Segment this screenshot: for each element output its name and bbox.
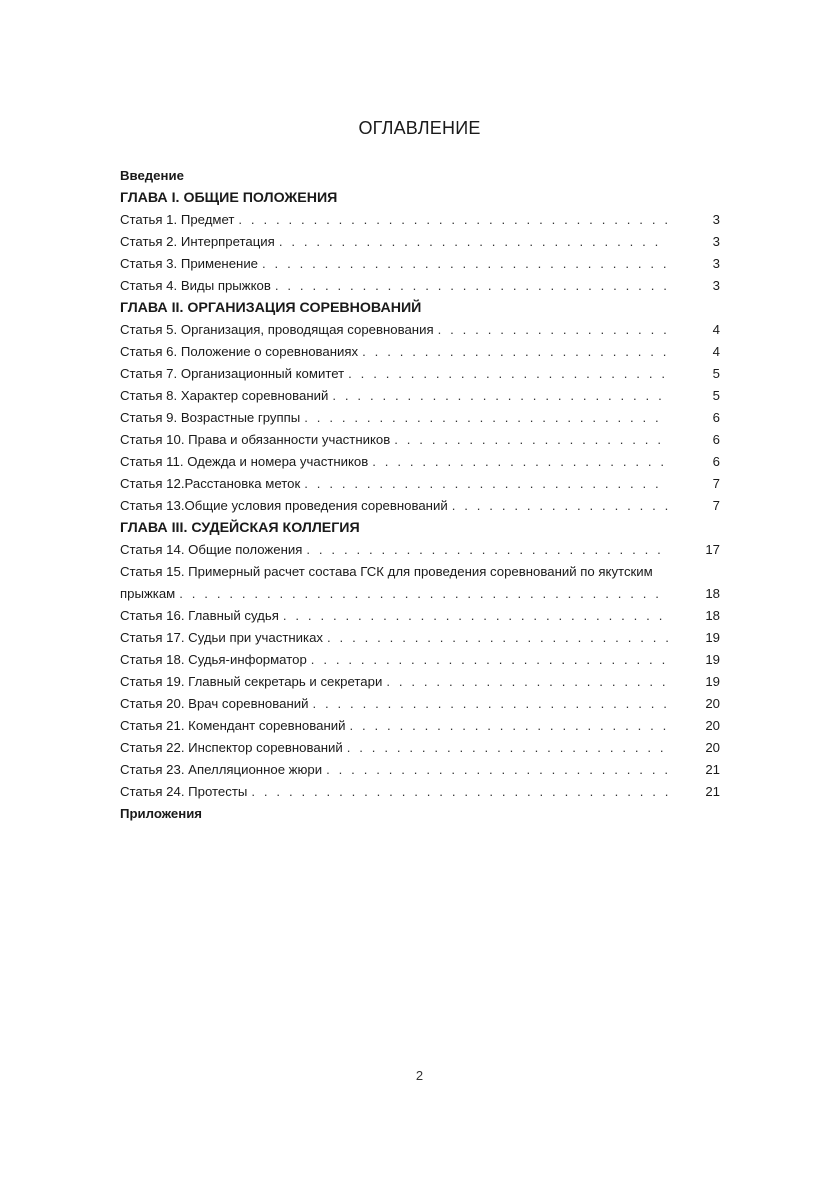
dot-leader: . . . . . . . . . . . . . . . . . . . . . . . . . . . . . — [306, 542, 664, 557]
toc-entry[interactable] — [120, 275, 720, 297]
toc-entry[interactable] — [120, 231, 720, 253]
dot-leader: . . . . . . . . . . . . . . . . . . . . . . . . . . — [349, 718, 669, 733]
dot-leader: . . . . . . . . . . . . . . . . . . . . . . . . . . . . . — [312, 696, 670, 711]
toc-entry[interactable] — [120, 319, 720, 341]
toc-entry-label: Статья 6. Положение о соревнованиях — [120, 344, 359, 359]
dot-leader: . . . . . . . . . . . . . . . . . . . . . . . . . . . . . . . . . . — [251, 784, 672, 799]
dot-leader: . . . . . . . . . . . . . . . . . . . . . . . . . . . . . — [304, 476, 662, 491]
toc-entry[interactable] — [120, 605, 720, 627]
toc-entry-label: Статья 15. Примерный расчет состава ГСК для проведения соревнований по якутским — [120, 564, 653, 579]
dot-leader: . . . . . . . . . . . . . . . . . . . . . . . . — [372, 454, 667, 469]
toc-entry-label: Статья 18. Судья-информатор — [120, 652, 307, 667]
toc-page-number: 3 — [712, 212, 720, 227]
toc-page-number: 20 — [705, 696, 720, 711]
toc-entry[interactable] — [120, 759, 720, 781]
toc-page-number: 4 — [712, 322, 720, 337]
dot-leader: . . . . . . . . . . . . . . . . . . . . . . . . . . . . — [327, 630, 672, 645]
toc-entry-label: Приложения — [120, 806, 203, 821]
toc-page-number: 5 — [712, 366, 720, 381]
toc-page-number: 18 — [705, 586, 720, 601]
toc-entry-label: ГЛАВА III. СУДЕЙСКАЯ КОЛЛЕГИЯ — [120, 520, 360, 536]
toc-page-number: 17 — [705, 542, 720, 557]
toc-chapter[interactable] — [120, 297, 720, 319]
toc-entry[interactable] — [120, 649, 720, 671]
dot-leader: . . . . . . . . . . . . . . . . . . . . . . . . . . . . . . . — [278, 234, 661, 249]
toc-entry-label: ГЛАВА II. ОРГАНИЗАЦИЯ СОРЕВНОВАНИЙ — [120, 300, 422, 316]
dot-leader: . . . . . . . . . . . . . . . . . . . . . . . . . . . . . — [310, 652, 668, 667]
toc-page-number: 6 — [712, 432, 720, 447]
toc-entry[interactable] — [120, 781, 720, 803]
toc-page-number: 6 — [712, 410, 720, 425]
toc-page-number: 19 — [705, 630, 720, 645]
toc-page-number: 18 — [705, 608, 720, 623]
toc-entry-label: Статья 22. Инспектор соревнований — [120, 740, 343, 755]
toc-entry[interactable] — [120, 671, 720, 693]
toc-page-number: 6 — [712, 454, 720, 469]
toc-page-number: 3 — [712, 256, 720, 271]
toc-entry-label: прыжкам — [120, 586, 176, 601]
toc-entry[interactable] — [120, 539, 720, 561]
toc-entry-label: Статья 14. Общие положения — [120, 542, 303, 557]
toc-page-number: 19 — [705, 652, 720, 667]
toc-page-number: 3 — [712, 234, 720, 249]
toc-entry-label: Статья 16. Главный судья — [120, 608, 279, 623]
toc-entry[interactable] — [120, 341, 720, 363]
toc-entry-label: ГЛАВА I. ОБЩИЕ ПОЛОЖЕНИЯ — [120, 190, 338, 206]
dot-leader: . . . . . . . . . . . . . . . . . . . . . . . . . . . . . — [304, 410, 662, 425]
dot-leader: . . . . . . . . . . . . . . . . . . . . . . . . . . . . . . . . — [274, 278, 670, 293]
dot-leader: . . . . . . . . . . . . . . . . . . . . . . . . . . . . . . . . . . . — [238, 212, 671, 227]
dot-leader: . . . . . . . . . . . . . . . . . . . . . . . . . — [362, 344, 670, 359]
table-of-contents — [120, 165, 720, 825]
toc-entry[interactable] — [120, 363, 720, 385]
dot-leader: . . . . . . . . . . . . . . . . . . . . . . . . . . . . — [326, 762, 671, 777]
toc-entry[interactable] — [120, 451, 720, 473]
toc-entry[interactable] — [120, 693, 720, 715]
toc-page-number: 4 — [712, 344, 720, 359]
toc-entry-label: Статья 17. Судьи при участниках — [120, 630, 324, 645]
toc-entry-label: Статья 11. Одежда и номера участников — [120, 454, 369, 469]
toc-entry[interactable] — [120, 583, 720, 605]
page-number: 2 — [415, 1068, 424, 1083]
dot-leader: . . . . . . . . . . . . . . . . . . . . . . . . . . — [348, 366, 668, 381]
toc-entry-label: Статья 3. Применение — [120, 256, 259, 271]
toc-page-number: 20 — [705, 718, 720, 733]
toc-page-number: 21 — [705, 784, 720, 799]
toc-chapter[interactable] — [120, 187, 720, 209]
toc-entry[interactable] — [120, 253, 720, 275]
dot-leader: . . . . . . . . . . . . . . . . . . . . . . . . . . . . . . . . . . . . . . . — [179, 586, 662, 601]
toc-entry[interactable] — [120, 473, 720, 495]
dot-leader: . . . . . . . . . . . . . . . . . . . . . . . . . . . . . . . — [282, 608, 665, 623]
toc-entry[interactable] — [120, 627, 720, 649]
toc-page-number: 19 — [705, 674, 720, 689]
toc-page-number: 5 — [712, 388, 720, 403]
toc-entry[interactable] — [120, 429, 720, 451]
dot-leader: . . . . . . . . . . . . . . . . . . . . . . . — [386, 674, 669, 689]
toc-entry-label: Статья 4. Виды прыжков — [120, 278, 271, 293]
toc-entry-label: Статья 24. Протесты — [120, 784, 248, 799]
dot-leader: . . . . . . . . . . . . . . . . . . — [451, 498, 671, 513]
toc-entry[interactable] — [120, 495, 720, 517]
toc-chapter[interactable] — [120, 517, 720, 539]
toc-entry-label: Статья 8. Характер соревнований — [120, 388, 329, 403]
dot-leader: . . . . . . . . . . . . . . . . . . . . . . . . . . — [346, 740, 667, 755]
toc-entry-label: Статья 5. Организация, проводящая соревнования — [120, 322, 434, 337]
toc-page-number: 3 — [712, 278, 720, 293]
toc-entry-label: Статья 21. Комендант соревнований — [120, 718, 346, 733]
toc-entry-label: Статья 9. Возрастные группы — [120, 410, 301, 425]
toc-page-number: 21 — [705, 762, 720, 777]
toc-page-number: 20 — [705, 740, 720, 755]
toc-entry-label: Статья 20. Врач соревнований — [120, 696, 309, 711]
toc-entry[interactable] — [120, 715, 720, 737]
dot-leader: . . . . . . . . . . . . . . . . . . . — [437, 322, 670, 337]
toc-entry-label: Статья 1. Предмет — [120, 212, 235, 227]
dot-leader: . . . . . . . . . . . . . . . . . . . . . . . . . . . . . . . . . — [262, 256, 670, 271]
toc-entry-label: Статья 23. Апелляционное жюри — [120, 762, 323, 777]
toc-entry[interactable] — [120, 407, 720, 429]
toc-entry[interactable] — [120, 385, 720, 407]
toc-entry[interactable] — [120, 209, 720, 231]
toc-entry[interactable] — [120, 561, 720, 583]
toc-entry-label: Введение — [120, 168, 184, 183]
toc-entry-label: Статья 13.Общие условия проведения соревнований — [120, 498, 448, 513]
toc-page-number: 7 — [712, 476, 720, 491]
toc-entry-label: Статья 2. Интерпретация — [120, 234, 275, 249]
dot-leader: . . . . . . . . . . . . . . . . . . . . . . . . . . . — [332, 388, 665, 403]
toc-section[interactable] — [120, 803, 720, 825]
toc-entry-label: Статья 7. Организационный комитет — [120, 366, 345, 381]
toc-entry-label: Статья 12.Расстановка меток — [120, 476, 301, 491]
toc-entry-label: Статья 19. Главный секретарь и секретари — [120, 674, 383, 689]
toc-page-number: 7 — [712, 498, 720, 513]
toc-entry[interactable] — [120, 737, 720, 759]
dot-leader: . . . . . . . . . . . . . . . . . . . . . . — [394, 432, 664, 447]
toc-title: ОГЛАВЛЕНИЕ — [358, 118, 481, 138]
toc-entry-label: Статья 10. Права и обязанности участников — [120, 432, 391, 447]
toc-section[interactable] — [120, 165, 720, 187]
